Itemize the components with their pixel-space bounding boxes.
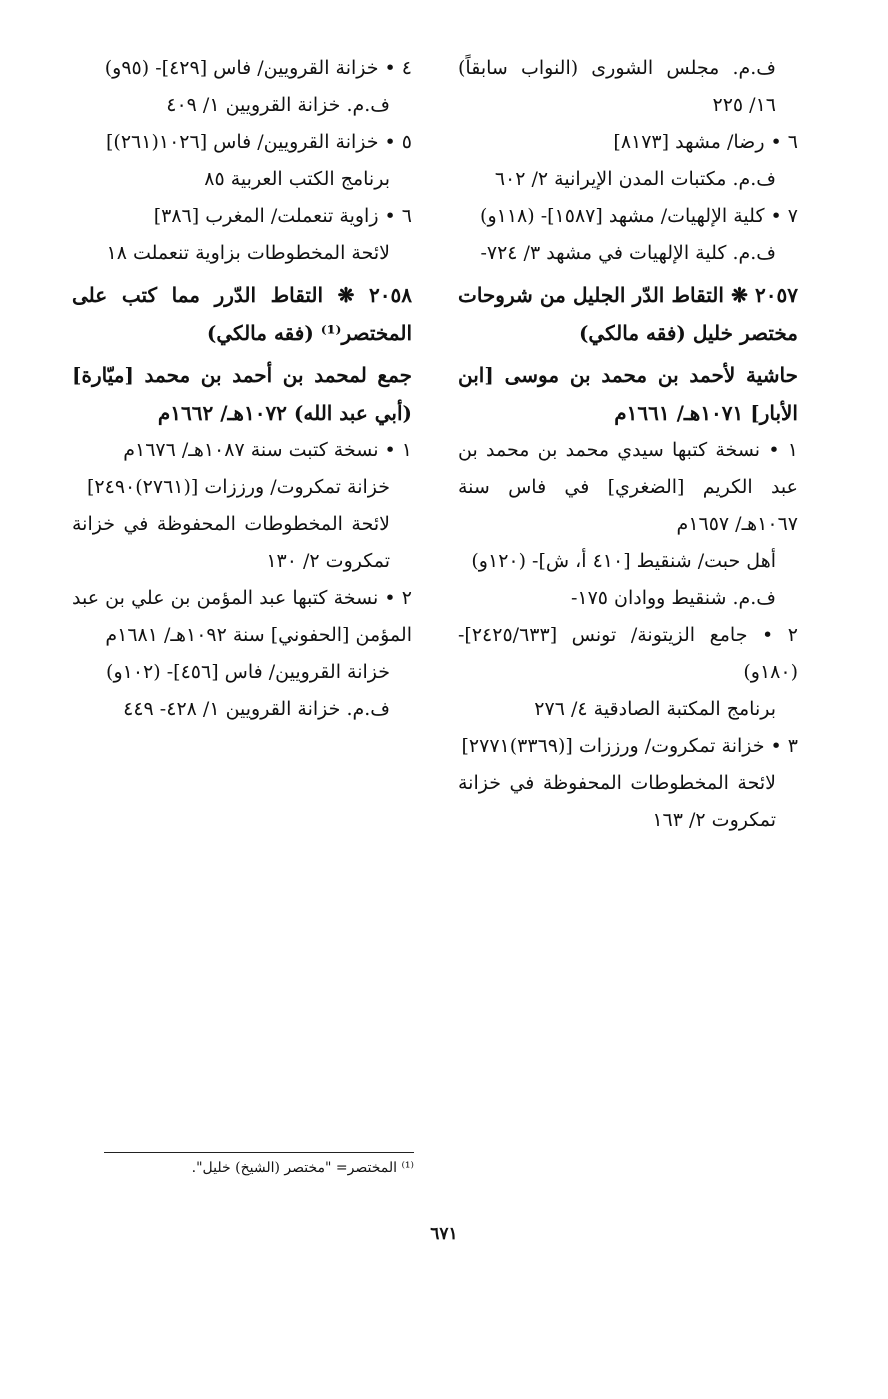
left-entry-5: ٦ • زاوية تنعملت/ المغرب [٣٨٦]: [153, 205, 412, 227]
right-entry-13: ٣ • خزانة تمكروت/ ورززات [(٣٣٦٩)٢٧٧١]: [461, 735, 798, 757]
left-entry-10: خزانة تمكروت/ ورززات [(٢٧٦١)٢٤٩٠]: [86, 476, 390, 498]
entry-2058-author: جمع لمحمد بن أحمد بن محمد [ميّارة] (أبي عبد الله) ١٠٧٢هـ/ ١٦٦٢م: [72, 363, 412, 425]
right-column: [458, 50, 798, 839]
right-entry-5: ف.م. كلية الإلهيات في مشهد ٣/ ٧٢٤-: [480, 242, 776, 264]
left-entry-9: ١ • نسخة كتبت سنة ١٠٨٧هـ/ ١٦٧٦م: [123, 439, 412, 461]
right-entry-10: ف.م. شنقيط ووادان ١٧٥-: [570, 587, 776, 609]
left-entry-12: ٢ • نسخة كتبها عبد المؤمن بن علي بن عبد المؤمن [الحفوني] سنة ١٠٩٢هـ/ ١٦٨١م: [72, 587, 412, 646]
footnote-divider: [104, 1152, 414, 1153]
right-entry-9: أهل حبت/ شنقيط [٤١٠ أ، ش]- (١٢٠و): [471, 550, 776, 572]
left-entry-2: ف.م. خزانة القرويين ١/ ٤٠٩: [166, 94, 390, 116]
footnote: ⁽¹⁾ المختصر= "مختصر (الشيخ) خليل".: [191, 1160, 414, 1176]
right-entry-3: ف.م. مكتبات المدن الإيرانية ٢/ ٦٠٢: [494, 168, 776, 190]
entry-2058-title: ٢٠٥٨ ❋ التقاط الدّرر مما كتب على المختصر⁽¹⁾ (فقه مالكي): [72, 283, 412, 345]
left-entry-11: لائحة المخطوطات المحفوظة في خزانة تمكروت ٢/ ١٣٠: [72, 513, 390, 572]
right-entry-4: ٧ • كلية الإلهيات/ مشهد [١٥٨٧]- (١١٨و): [480, 205, 798, 227]
right-entry-1: ف.م. مجلس الشورى (النواب سابقاً) ١٦/ ٢٢٥: [458, 57, 776, 116]
page-number: ٦٧١: [430, 1224, 458, 1244]
left-entry-14: ف.م. خزانة القرويين ١/ ٤٢٨- ٤٤٩: [123, 698, 390, 720]
left-entry-6: لائحة المخطوطات بزاوية تنعملت ١٨: [106, 242, 390, 264]
left-entry-3: ٥ • خزانة القرويين/ فاس [١٠٢٦(٢٦١)]: [105, 131, 412, 153]
right-entry-12: برنامج المكتبة الصادقية ٤/ ٢٧٦: [534, 698, 776, 720]
right-entry-11: ٢ • جامع الزيتونة/ تونس [٢٤٢٥/٦٣٣]- (١٨٠و): [458, 624, 798, 683]
left-entry-1: ٤ • خزانة القرويين/ فاس [٤٢٩]- (٩٥و): [104, 57, 412, 79]
right-entry-14: لائحة المخطوطات المحفوظة في خزانة تمكروت ٢/ ١٦٣: [458, 772, 776, 831]
right-entry-2: ٦ • رضا/ مشهد [٨١٧٣]: [613, 131, 798, 153]
entry-2057-title: ٢٠٥٧ ❋ التقاط الدّر الجليل من شروحات مختصر خليل (فقه مالكي): [458, 283, 798, 345]
right-entry-8: ١ • نسخة كتبها سيدي محمد بن محمد بن عبد الكريم [الضغري] في فاس سنة ١٠٦٧هـ/ ١٦٥٧م: [458, 439, 798, 535]
left-entry-13: خزانة القرويين/ فاس [٤٥٦]- (١٠٢و): [106, 661, 390, 683]
left-column: [72, 50, 412, 728]
entry-2057-author: حاشية لأحمد بن محمد بن موسى [ابن الأبار] ١٠٧١هـ/ ١٦٦١م: [458, 363, 798, 425]
left-entry-4: برنامج الكتب العربية ٨٥: [204, 168, 390, 190]
